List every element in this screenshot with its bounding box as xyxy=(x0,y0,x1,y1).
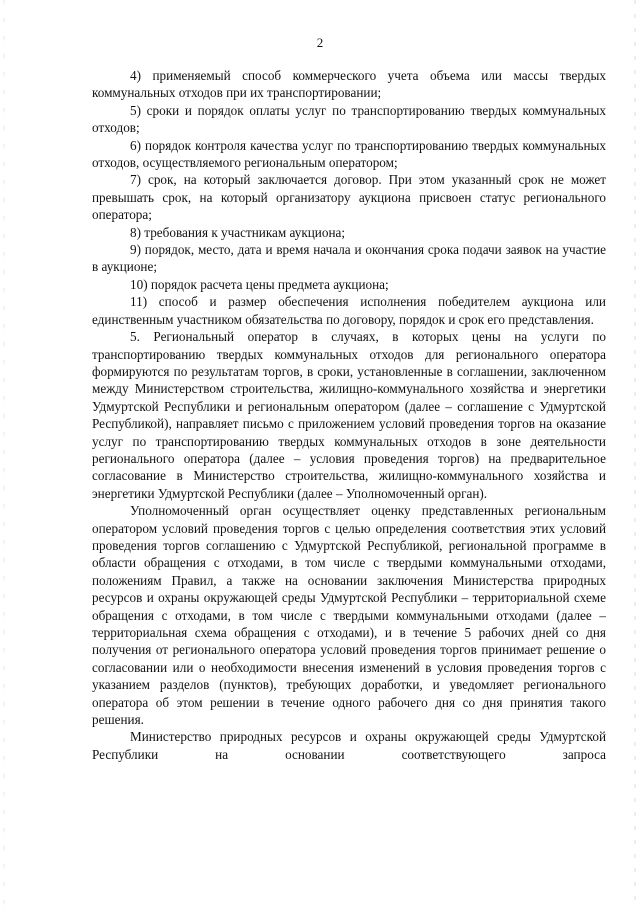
scan-edge-right xyxy=(634,0,636,905)
paragraph-item-4: 4) применяемый способ коммерческого учета объема или массы твердых коммунальных отходов при их транспортировании; xyxy=(92,68,606,101)
paragraph-authorized-body: Уполномоченный орган осуществляет оценку представленных региональным оператором условий проведения торгов с целью определения соответствия этих условий проведения торгов соглашению с Удмуртской Республикой, региональной программе в области обращения с отходами, в том числе с твердыми коммунальными отходами, положениям Правил, а также на основании заключения Министерства природных ресурсов и охраны окружающей среды Удмуртской Республики – территориальной схеме обращения с отходами, в том числе с твердыми коммунальными отходами (далее – территориальная схема обращения с отходами), и в течение 5 рабочих дней со дня получения от регионального оператора условий проведения торгов принимает решение о согласовании или о необходимости внесения изменений в условия проведения торгов с указанием разделов (пунктов), требующих доработки, и уведомляет регионального оператора об этом решении в течение одного рабочего дня со дня принятия такого решения. xyxy=(92,503,606,728)
paragraph-item-10: 10) порядок расчета цены предмета аукциона; xyxy=(130,276,389,292)
paragraph-section-5: 5. Региональный оператор в случаях, в которых цены на услуги по транспортированию твердых коммунальных отходов для регионального оператора формируются по результатам торгов, в сроки, установленные в соглашении, заключенном между Министерством строительства, жилищно-коммунального хозяйства и энергетики Удмуртской Республики и региональным оператором (далее – соглашение с Удмуртской Республикой), направляет письмо с приложением условий проведения торгов на оказание услуг по транспортированию твердых коммунальных отходов в зоне деятельности регионального оператора (далее – условия проведения торгов) на предварительное согласование в Министерство строительства, жилищно-коммунального хозяйства и энергетики Удмуртской Республики (далее – Уполномоченный орган). xyxy=(92,329,606,501)
paragraph-item-7: 7) срок, на который заключается договор. При этом указанный срок не может превышать срок, на который организатору аукциона присвоен статус регионального оператора; xyxy=(92,172,606,223)
scan-edge-left xyxy=(3,0,5,905)
paragraph-ministry: Министерство природных ресурсов и охраны окружающей среды Удмуртской Республики на основании соответствующего запроса xyxy=(92,729,606,762)
paragraph-item-6: 6) порядок контроля качества услуг по транспортированию твердых коммунальных отходов, осуществляемого региональным оператором; xyxy=(92,137,606,171)
paragraph-item-8: 8) требования к участникам аукциона; xyxy=(130,224,346,240)
page-number: 2 xyxy=(316,35,324,50)
paragraph-item-5: 5) сроки и порядок оплаты услуг по транспортированию твердых коммунальных отходов; xyxy=(92,102,606,136)
document-body xyxy=(92,67,606,763)
paragraph-item-9: 9) порядок, место, дата и время начала и окончания срока подачи заявок на участие в аукционе; xyxy=(92,242,606,275)
paragraph-item-11: 11) способ и размер обеспечения исполнения победителем аукциона или единственным участником обязательства по договору, порядок и срок его представления. xyxy=(92,294,606,327)
